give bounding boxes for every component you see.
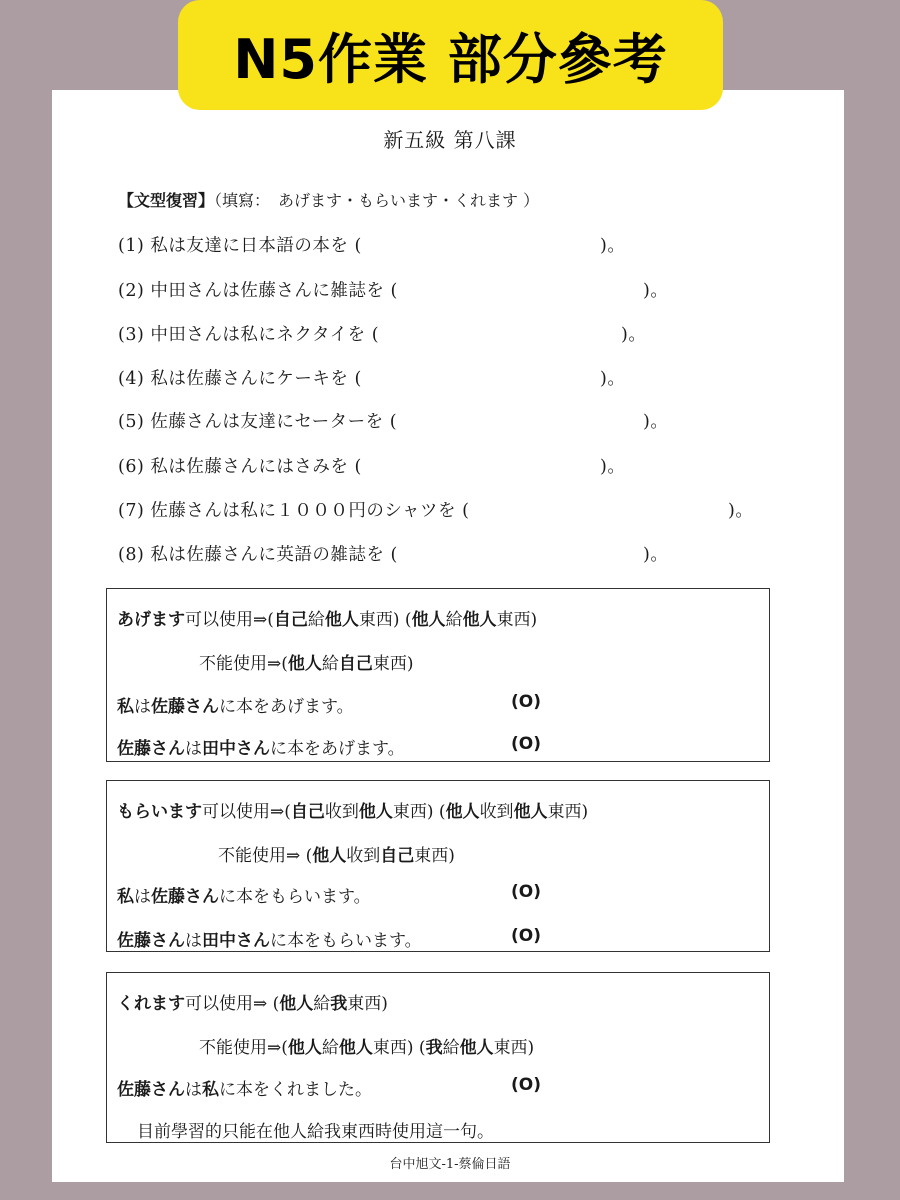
blank-close: )。 <box>600 457 626 477</box>
question-3 <box>118 321 647 346</box>
question-text: 私は佐藤さんにケーキを <box>150 369 349 389</box>
kuremasu-rule-box <box>106 972 770 1143</box>
agemasu-rule-box <box>106 588 770 762</box>
question-text: 中田さんは私にネクタイを <box>150 325 366 345</box>
question-number: (2) <box>118 281 145 301</box>
moraimasu-example-2: 佐藤さんは田中さんに本をもらいます。 <box>117 931 422 951</box>
verb-label: あげます <box>117 610 185 630</box>
blank-open: ( <box>390 545 398 565</box>
question-6 <box>118 453 626 478</box>
question-8 <box>118 541 669 566</box>
blank-open: ( <box>390 281 398 301</box>
correct-mark: (O) <box>511 692 541 712</box>
correct-mark: (O) <box>511 926 541 946</box>
blank-open: ( <box>371 325 380 345</box>
section-label: 【文型復習】 <box>118 191 215 210</box>
blank-open: ( <box>354 236 362 256</box>
question-number: (4) <box>118 369 145 389</box>
question-text: 私は佐藤さんに英語の雑誌を <box>150 545 385 565</box>
kuremasu-usage-note: 目前學習的只能在他人給我東西時使用這一句。 <box>137 1122 494 1142</box>
question-text: 中田さんは佐藤さんに雑誌を <box>150 281 385 301</box>
question-text: 佐藤さんは私に１０００円のシャツを <box>150 501 457 521</box>
blank-open: ( <box>354 457 362 477</box>
agemasu-can-use: あげます可以使用⇒(自己給他人東西) (他人給他人東西) <box>117 610 538 630</box>
question-4 <box>118 365 626 390</box>
blank-close: )。 <box>728 501 754 521</box>
agemasu-cannot-use: 不能使用⇒(他人給自己東西) <box>199 654 414 674</box>
verb-label: もらいます <box>117 802 202 822</box>
blank-close: )。 <box>621 325 647 345</box>
agemasu-example-1: 私は佐藤さんに本をあげます。 <box>117 697 354 717</box>
question-text: 私は友達に日本語の本を <box>150 236 349 256</box>
question-text: 私は佐藤さんにはさみを <box>150 457 349 477</box>
blank-close: )。 <box>600 236 626 256</box>
banner-text: N5作業 部分參考 <box>233 27 668 91</box>
question-number: (1) <box>118 236 145 256</box>
blank-close: )。 <box>643 281 669 301</box>
moraimasu-rule-box <box>106 780 770 952</box>
agemasu-example-2: 佐藤さんは田中さんに本をあげます。 <box>117 739 405 759</box>
kuremasu-can-use: くれます可以使用⇒ (他人給我東西) <box>117 994 388 1014</box>
blank-close: )。 <box>643 412 669 432</box>
blank-open: ( <box>462 501 470 521</box>
question-number: (5) <box>118 412 145 432</box>
blank-close: )。 <box>600 369 626 389</box>
question-7 <box>118 497 754 522</box>
kuremasu-cannot-use: 不能使用⇒(他人給他人東西) (我給他人東西) <box>199 1038 535 1058</box>
blank-open: ( <box>354 369 362 389</box>
question-5 <box>118 408 669 433</box>
correct-mark: (O) <box>511 734 541 754</box>
section-instruction: （填寫： あげます・もらいます・くれます ） <box>214 191 540 210</box>
question-1 <box>118 232 626 257</box>
verb-label: くれます <box>117 994 185 1014</box>
kuremasu-example-1: 佐藤さんは私に本をくれました。 <box>117 1080 372 1100</box>
question-number: (8) <box>118 545 145 565</box>
question-text: 佐藤さんは友達にセーターを <box>150 412 384 432</box>
question-number: (6) <box>118 457 145 477</box>
question-number: (3) <box>118 325 145 345</box>
lesson-title: 新五級 第八課 <box>383 128 517 152</box>
blank-close: )。 <box>643 545 669 565</box>
correct-mark: (O) <box>511 1075 541 1095</box>
moraimasu-cannot-use: 不能使用⇒ (他人收到自己東西) <box>218 846 455 866</box>
moraimasu-can-use: もらいます可以使用⇒(自己收到他人東西) (他人收到他人東西) <box>117 802 589 822</box>
question-number: (7) <box>118 501 145 521</box>
page-footer: 台中旭文-1-蔡倫日語 <box>389 1157 511 1172</box>
correct-mark: (O) <box>511 882 541 902</box>
moraimasu-example-1: 私は佐藤さんに本をもらいます。 <box>117 887 371 907</box>
section-heading <box>118 188 539 211</box>
question-2 <box>118 277 669 302</box>
title-banner <box>178 0 723 110</box>
blank-open: ( <box>389 412 398 432</box>
